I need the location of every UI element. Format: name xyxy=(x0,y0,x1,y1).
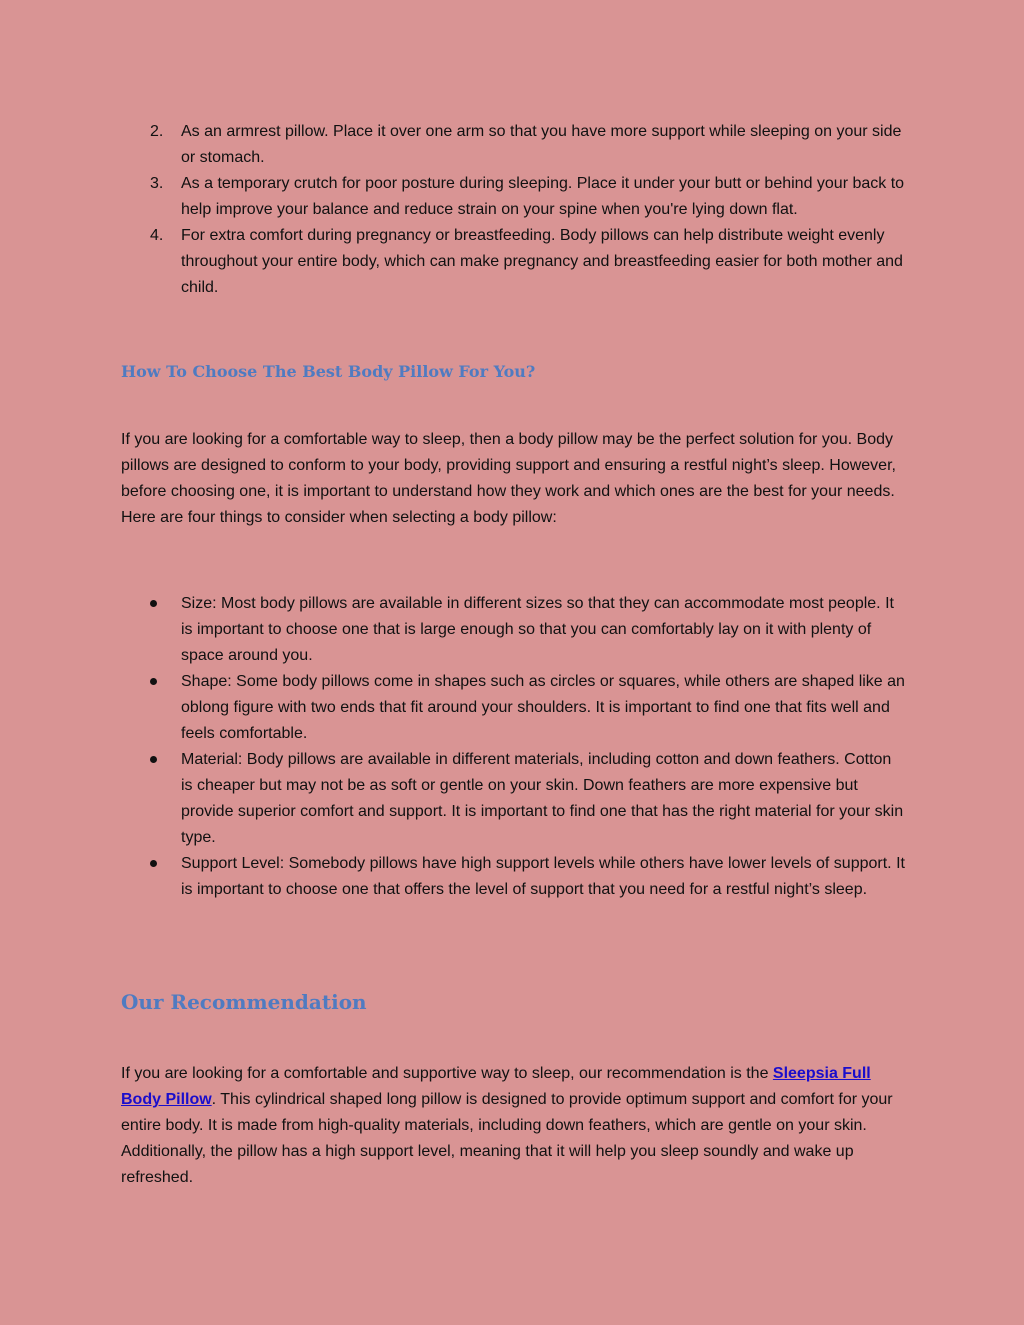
bullet-list xyxy=(121,591,907,903)
section-heading-recommendation: Our Recommendation xyxy=(121,990,367,1014)
bullet-text: Size: Most body pillows are available in different sizes so that they can accommodate most people. It is important to choose one that is large enough so that you can comfortably lay on it with plenty of space around you. xyxy=(181,595,894,664)
list-number: 4. xyxy=(150,227,164,244)
bullet-text: Material: Body pillows are available in different materials, including cotton and down feathers. Cotton is cheaper but may not be as soft or gentle on your skin. Down feathers are more expensive but provide superior comfort and support. It is important to find one that has the right material for your skin type. xyxy=(181,751,904,846)
list-item-text: As an armrest pillow. Place it over one arm so that you have more support while sleeping on your side or stomach. xyxy=(181,123,902,166)
bullet-text: Shape: Some body pillows come in shapes such as circles or squares, while others are shaped like an oblong figure with two ends that fit around your shoulders. It is important to find one that fits well and feels comfortable. xyxy=(181,673,905,742)
recommendation-paragraph xyxy=(121,1061,907,1191)
bullet-icon xyxy=(150,860,157,867)
list-item-text: For extra comfort during pregnancy or breastfeeding. Body pillows can help distribute weight evenly throughout your entire body, which can make pregnancy and breastfeeding easier for both mother and child. xyxy=(181,227,903,296)
recommendation-text-before: If you are looking for a comfortable and supportive way to sleep, our recommendation is the xyxy=(121,1065,773,1082)
bullet-list-item xyxy=(121,591,907,669)
numbered-list xyxy=(121,119,907,301)
list-item-text: As a temporary crutch for poor posture during sleeping. Place it under your butt or behind your back to help improve your balance and reduce strain on your spine when you're lying down flat. xyxy=(181,175,905,218)
bullet-icon xyxy=(150,678,157,685)
intro-paragraph: If you are looking for a comfortable way to sleep, then a body pillow may be the perfect solution for you. Body pillows are designed to conform to your body, providing support and ensuring a restful night’s sleep. However, before choosing one, it is important to understand how they work and which ones are the best for your needs. Here are four things to consider when selecting a body pillow: xyxy=(121,431,896,526)
bullet-icon xyxy=(150,756,157,763)
bullet-list-item xyxy=(121,669,907,747)
numbered-list-item xyxy=(121,171,907,223)
bullet-list-item xyxy=(121,851,907,903)
numbered-list-item xyxy=(121,119,907,171)
product-link[interactable]: Sleepsia Full Body Pillow xyxy=(121,1065,871,1108)
document-page xyxy=(121,119,907,1186)
bullet-text: Support Level: Somebody pillows have high support levels while others have lower levels of support. It is important to choose one that offers the level of support that you need for a restful night’s sleep. xyxy=(181,855,905,898)
bullet-icon xyxy=(150,600,157,607)
recommendation-text-after: . This cylindrical shaped long pillow is designed to provide optimum support and comfort for your entire body. It is made from high-quality materials, including down feathers, which are gentle on your skin. Additionally, the pillow has a high support level, meaning that it will help you sleep soundly and wake up refreshed. xyxy=(121,1091,893,1186)
numbered-list-item xyxy=(121,223,907,301)
section-heading-choose: How To Choose The Best Body Pillow For You? xyxy=(121,362,536,381)
list-number: 2. xyxy=(150,123,164,140)
bullet-list-item xyxy=(121,747,907,851)
list-number: 3. xyxy=(150,175,164,192)
